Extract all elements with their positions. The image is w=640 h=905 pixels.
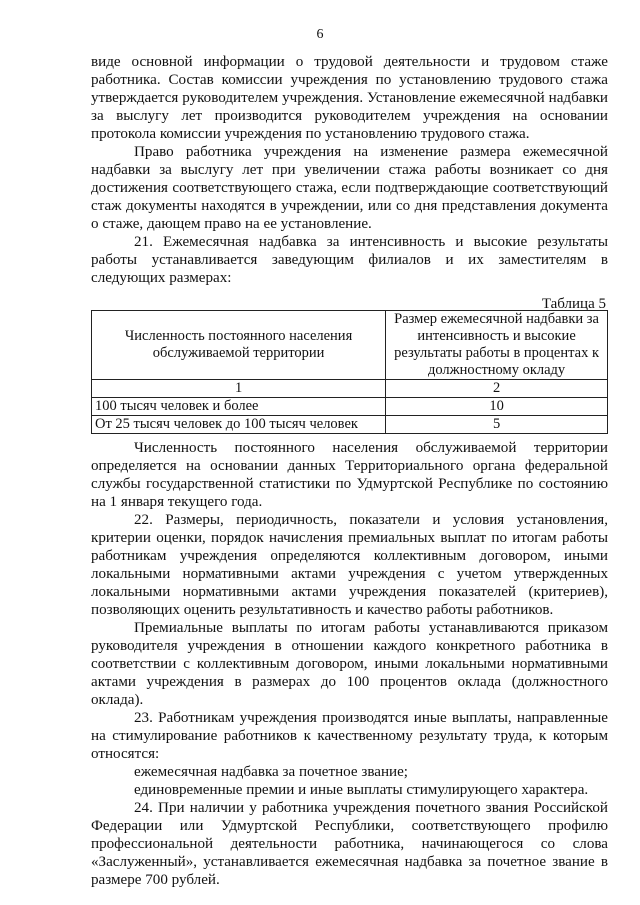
table-cell-percent: 5 (386, 416, 608, 434)
table-header-percent: Размер ежемесячной надбавки за интенсивность и высокие результаты работы в процентах к должностному окладу (386, 311, 608, 380)
paragraph-21: 21. Ежемесячная надбавка за интенсивность и высокие результаты работы устанавливается заведующим филиалов и их заместителям в следующих размерах: (91, 234, 608, 286)
allowance-table (91, 310, 608, 434)
text-block-top (91, 53, 608, 287)
paragraph-bonus-payments: Премиальные выплаты по итогам работы устанавливаются приказом руководителя учреждения в отношении каждого конкретного работника в соответствии с коллективным договором, иными локальными нормативными актами учреждения в размерах до 100 процентов оклада (должностного оклада). (91, 620, 608, 708)
paragraph-continuation: виде основной информации о трудовой деятельности и трудовом стаже работника. Состав комиссии учреждения по установлению трудового стажа утверждается руководителем учреждения. Установление ежемесячной надбавки за выслугу лет производится руководителем учреждения на основании протокола комиссии учреждения по установлению трудового стажа. (91, 54, 608, 142)
table-row (92, 398, 608, 416)
table-caption: Таблица 5 (541, 296, 606, 312)
table-cell-population: От 25 тысяч человек до 100 тысяч человек (92, 416, 386, 434)
text-block-bottom (91, 439, 608, 889)
page-number: 6 (316, 27, 324, 42)
table-numbering-row (92, 380, 608, 398)
paragraph-22: 22. Размеры, периодичность, показатели и условия установления, критерии оценки, порядок начисления премиальных выплат по итогам работы работникам учреждения определяются коллективным договором, иными локальными нормативными актами учреждения с учетом утвержденных локальными нормативными актами учреждения показателей (критериев), позволяющих оценить результативность и качество работы работников. (91, 512, 608, 618)
list-item: единовременные премии и иные выплаты стимулирующего характера. (134, 782, 589, 798)
paragraph-24: 24. При наличии у работника учреждения почетного звания Российской Федерации или Удмуртской Республики, соответствующего профилю профессиональной деятельности работника, начинающегося со слова «Заслуженный», устанавливается ежемесячная надбавка за почетное звание в размере 700 рублей. (91, 800, 608, 888)
table-column-number: 2 (386, 380, 608, 398)
table-header-row (92, 311, 608, 380)
paragraph-seniority-right: Право работника учреждения на изменение размера ежемесячной надбавки за выслугу лет при увеличении стажа работы возникает со дня достижения соответствующего стажа, если подтверждающие соответствующий стаж документы находятся в учреждении, или со дня представления документа о стаже, дающем право на ее установление. (91, 144, 608, 232)
list-item: ежемесячная надбавка за почетное звание; (134, 764, 408, 780)
paragraph-23: 23. Работникам учреждения производятся иные выплаты, направленные на стимулирование работников к качественному результату труда, к которым относятся: (91, 710, 608, 762)
paragraph-population-source: Численность постоянного населения обслуживаемой территории определяется на основании данных Территориального органа федеральной службы государственной статистики по Удмуртской Республике по состоянию на 1 января текущего года. (91, 440, 608, 510)
table-row (92, 416, 608, 434)
table-column-number: 1 (92, 380, 386, 398)
table-cell-percent: 10 (386, 398, 608, 416)
table-header-population: Численность постоянного населения обслуживаемой территории (92, 311, 386, 380)
table-cell-population: 100 тысяч человек и более (92, 398, 386, 416)
